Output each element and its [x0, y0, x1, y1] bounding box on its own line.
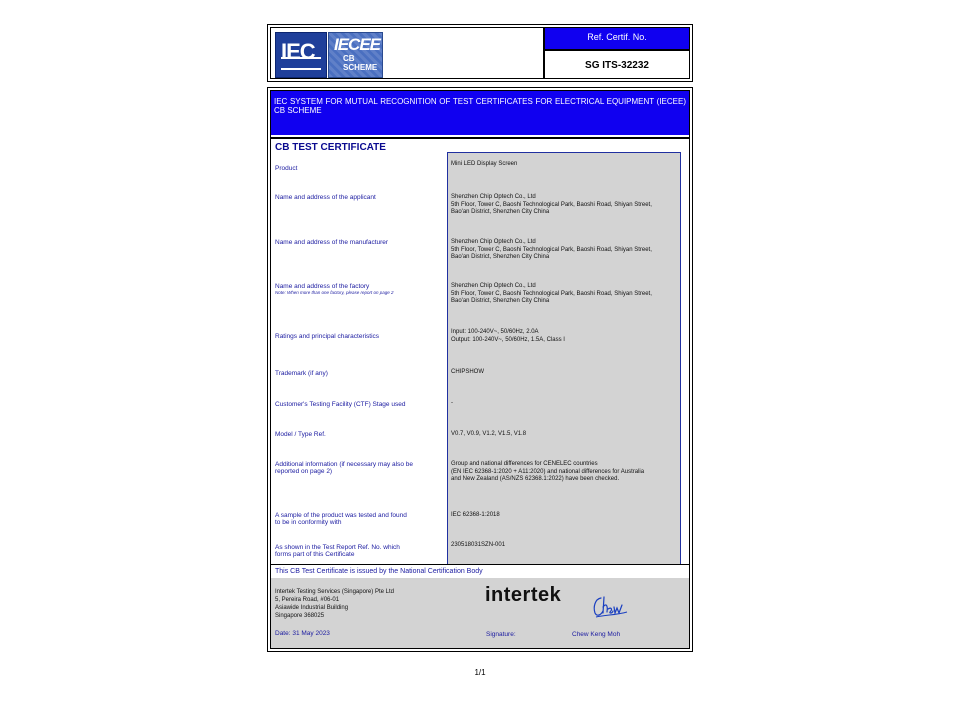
scheme-logo-text: SCHEME: [343, 63, 378, 72]
certificate-body: [267, 87, 693, 652]
issuer-address: [275, 588, 394, 620]
header-inner-frame: [270, 27, 690, 79]
issuer-address-line: 5, Pereira Road, #06-01: [275, 597, 340, 603]
trademark-label: Trademark (if any): [275, 370, 328, 377]
applicant-line: Shenzhen Chip Optech Co., Ltd: [451, 194, 536, 200]
certificate-inner-frame: [270, 90, 690, 649]
iec-logo-text: IEC: [281, 39, 315, 64]
issued-by-statement: This CB Test Certificate is issued by the National Certification Body: [271, 564, 689, 579]
model-value: V0.7, V0.9, V1.2, V1.5, V1.8: [451, 431, 527, 437]
product-label: Product: [275, 165, 298, 172]
test-report-label-line: forms part of this Certificate: [275, 551, 355, 558]
iecee-logo-text: IECEE: [334, 35, 381, 54]
factory-label-text: Name and address of the factory: [275, 283, 370, 290]
ratings-value: [451, 329, 681, 344]
additional-info-value: [451, 461, 681, 484]
issuer-address-line: Asiawide Industrial Building: [275, 605, 349, 611]
issuer-address-line: Singapore 368025: [275, 613, 325, 619]
manufacturer-line: Shenzhen Chip Optech Co., Ltd: [451, 239, 536, 245]
iec-logo-lines: [281, 57, 321, 70]
certificate-title: CB TEST CERTIFICATE: [275, 142, 386, 153]
factory-value: [451, 283, 681, 306]
model-label: Model / Type Ref.: [275, 431, 326, 438]
additional-info-line: Group and national differences for CENELEC countries: [451, 461, 598, 467]
factory-label: [275, 283, 440, 295]
handwritten-signature: [591, 593, 631, 619]
issue-date: Date: 31 May 2023: [275, 630, 330, 637]
test-report-label-line: As shown in the Test Report Ref. No. which: [275, 544, 400, 551]
factory-line: Shenzhen Chip Optech Co., Ltd: [451, 283, 536, 289]
standard-value: IEC 62368-1:2018: [451, 512, 500, 518]
additional-info-label-line: Additional information (if necessary may also be: [275, 461, 414, 468]
additional-info-line: (EN IEC 62368-1:2020 + A11:2020) and national differences for Australia: [451, 468, 645, 475]
product-value: Mini LED Display Screen: [451, 161, 518, 167]
additional-info-label: [275, 461, 440, 475]
additional-info-label-line: reported on page 2): [275, 468, 333, 475]
signature-label: Signature:: [486, 631, 516, 638]
sample-conformity-label: [275, 512, 440, 526]
issuer-address-line: Intertek Testing Services (Singapore) Pte Ltd: [275, 589, 394, 595]
factory-line: 5th Floor, Tower C, Baoshi Technological Park, Baoshi Road, Shiyan Street,: [451, 290, 652, 297]
ratings-label: Ratings and principal characteristics: [275, 333, 380, 340]
certificate-header: [267, 24, 693, 82]
intertek-logo: intertek: [485, 584, 562, 606]
sample-conformity-label-line: to be in conformity with: [275, 519, 342, 526]
applicant-label: Name and address of the applicant: [275, 194, 376, 201]
manufacturer-line: Bao'an District, Shenzhen City China: [451, 254, 550, 260]
ref-certificate-label: Ref. Certif. No.: [545, 28, 689, 49]
certificate-fields-area: [271, 137, 689, 566]
iec-logo: [275, 32, 327, 78]
logo-area: [271, 28, 545, 78]
manufacturer-label: Name and address of the manufacturer: [275, 239, 389, 246]
applicant-line: 5th Floor, Tower C, Baoshi Technological Park, Baoshi Road, Shiyan Street,: [451, 201, 652, 208]
test-report-label: [275, 544, 440, 558]
test-report-number: 230518031SZN-001: [451, 542, 506, 548]
sample-conformity-label-line: A sample of the product was tested and found: [275, 512, 407, 519]
factory-note: Note: When more than one factory, please report on page 2: [275, 290, 394, 295]
ctf-value: -: [451, 400, 453, 406]
ratings-line: Output: 100-240V~, 50/60Hz, 1.5A, Class I: [451, 336, 565, 343]
signatory-name: Chew Keng Moh: [572, 631, 621, 638]
cb-logo-text: CB: [343, 54, 355, 63]
applicant-value: [451, 194, 681, 217]
trademark-value: CHIPSHOW: [451, 369, 484, 375]
applicant-line: Bao'an District, Shenzhen City China: [451, 209, 550, 215]
ratings-line: Input: 100-240V~, 50/60Hz, 2.0A: [451, 329, 539, 335]
ref-certificate-number: SG ITS-32232: [545, 49, 689, 78]
reference-area: [545, 28, 689, 78]
system-title-bar: IEC SYSTEM FOR MUTUAL RECOGNITION OF TEST CERTIFICATES FOR ELECTRICAL EQUIPMENT (IECEE) CB SCHEME: [271, 91, 689, 135]
issuer-footer: [271, 578, 689, 648]
ctf-label: Customer's Testing Facility (CTF) Stage used: [275, 401, 406, 408]
page-number: 1/1: [474, 668, 486, 677]
factory-line: Bao'an District, Shenzhen City China: [451, 298, 550, 304]
additional-info-line: and New Zealand (AS/NZS 62368.1:2022) have been checked.: [451, 476, 620, 482]
iecee-cb-scheme-logo: [328, 32, 383, 78]
manufacturer-line: 5th Floor, Tower C, Baoshi Technological Park, Baoshi Road, Shiyan Street,: [451, 246, 652, 253]
manufacturer-value: [451, 239, 681, 262]
